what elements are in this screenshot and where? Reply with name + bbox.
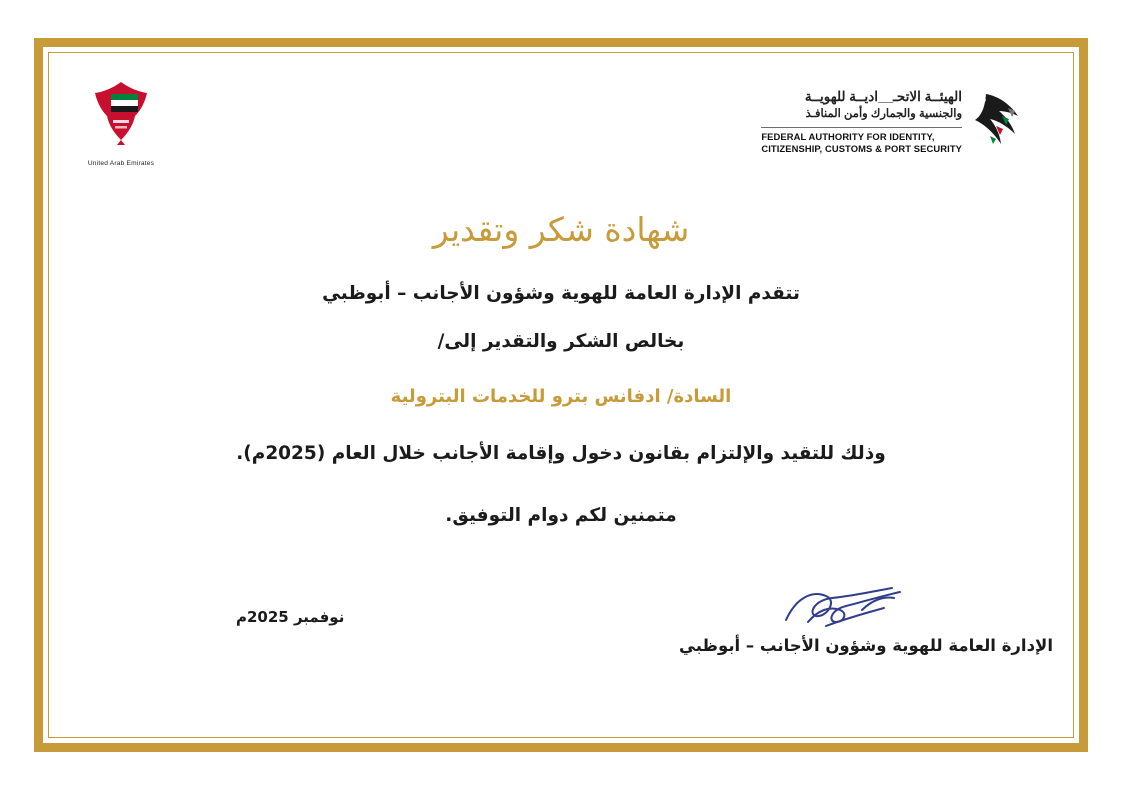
authority-name-arabic-line1: الهيئــة الاتحـ__اديــة للهويــة — [804, 88, 962, 104]
authority-name-english-line1: FEDERAL AUTHORITY FOR IDENTITY, — [761, 130, 935, 142]
header-divider — [761, 127, 962, 128]
body-line-2: بخالص الشكر والتقدير إلى/ — [437, 331, 685, 352]
certificate-title: شهادة شكر وتقدير — [432, 210, 690, 249]
authority-name-english-line2: CITIZENSHIP, CUSTOMS & PORT SECURITY — [761, 143, 962, 155]
authority-logo-block — [761, 86, 1046, 158]
issue-date: نوفمبر 2025م — [236, 608, 345, 626]
uae-emblem-icon — [91, 80, 151, 152]
recipient-name: السادة/ ادفانس بترو للخدمات البترولية — [390, 386, 732, 407]
authority-name-arabic-line2: والجنسية والجمارك وأمن المنافـذ — [805, 108, 962, 121]
certificate-content — [56, 60, 1066, 730]
authority-name-block — [761, 88, 962, 156]
uae-emblem-block — [82, 80, 160, 167]
certificate-header — [56, 86, 1066, 182]
body-line-1: تتقدم الإدارة العامة للهوية وشؤون الأجانب – أبوظبي — [322, 283, 800, 304]
signature-block — [676, 580, 1056, 655]
handwritten-signature-icon — [676, 580, 1056, 634]
body-line-5: متمنين لكم دوام التوفيق. — [445, 505, 677, 526]
emblem-caption: United Arab Emirates — [87, 160, 155, 167]
signature-label: الإدارة العامة للهوية وشؤون الأجانب – أبوظبي — [679, 636, 1053, 655]
falcon-logo-icon — [972, 86, 1046, 158]
body-line-4: وذلك للتقيد والإلتزام بقانون دخول وإقامة الأجانب خلال العام (2025م). — [236, 443, 886, 464]
